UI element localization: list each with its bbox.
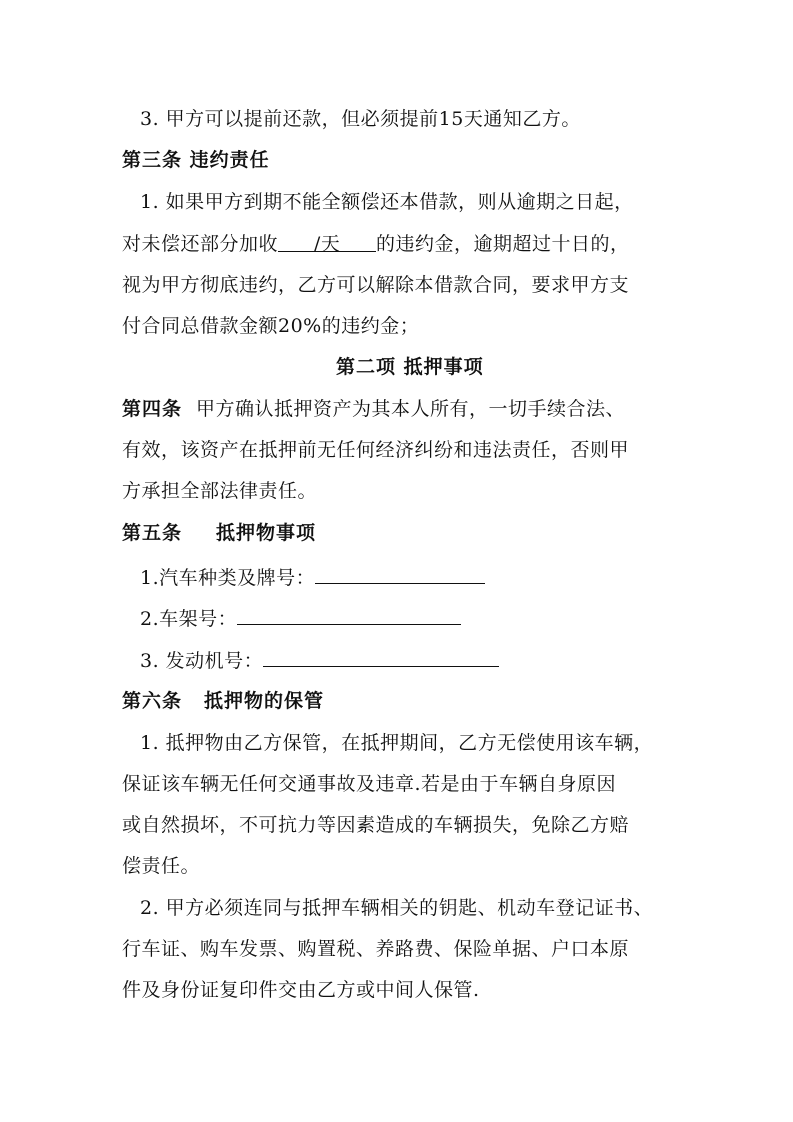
article-6-name: 抵押物的保管 — [204, 690, 325, 712]
paragraph-line: 视为甲方彻底违约，乙方可以解除本借款合同，要求甲方支 — [122, 274, 630, 296]
paragraph-line: 3. 甲方可以提前还款，但必须提前15天通知乙方。 — [140, 108, 581, 130]
article-6-label: 第六条 — [122, 690, 183, 712]
field-label: 3. 发动机号： — [140, 650, 264, 672]
paragraph-line: 保证该车辆无任何交通事故及违章.若是由于车辆自身原因 — [122, 773, 617, 795]
paragraph-line: 付合同总借款金额20%的违约金； — [122, 315, 420, 337]
form-line — [140, 563, 485, 591]
field-label: 2.车架号： — [140, 608, 238, 630]
text-segment: 甲方确认抵押资产为其本人所有，一切手续合法、 — [196, 398, 626, 420]
article-5-heading — [122, 520, 316, 546]
article-4-label: 第四条 — [122, 398, 183, 420]
paragraph-line — [122, 231, 630, 257]
form-line — [140, 646, 499, 674]
article-3-heading: 第三条 违约责任 — [122, 149, 270, 171]
paragraph-line: 偿责任。 — [122, 855, 201, 877]
text-segment: 的违约金，逾期超过十日的， — [376, 233, 630, 255]
engine-number-blank — [263, 646, 499, 667]
paragraph-line: 件及身份证复印件交由乙方或中间人保管. — [122, 979, 480, 1001]
article-6-heading — [122, 688, 324, 714]
article-5-name: 抵押物事项 — [216, 522, 317, 544]
article-5-label: 第五条 — [122, 522, 183, 544]
text-segment: 对未偿还部分加收 — [122, 233, 279, 255]
paragraph-line: 有效，该资产在抵押前无任何经济纠纷和违法责任，否则甲 — [122, 439, 630, 461]
paragraph-line — [122, 396, 625, 422]
paragraph-line: 1. 抵押物由乙方保管，在抵押期间，乙方无偿使用该车辆， — [140, 732, 654, 754]
form-line — [140, 604, 461, 632]
frame-number-blank — [237, 604, 461, 625]
paragraph-line: 行车证、购车发票、购置税、养路费、保险单据、户口本原 — [122, 938, 630, 960]
vehicle-type-plate-blank — [315, 563, 485, 584]
field-label: 1.汽车种类及牌号： — [140, 567, 316, 589]
fill-in-blank: /天 — [278, 231, 376, 252]
paragraph-line: 或自然损坏，不可抗力等因素造成的车辆损失，免除乙方赔 — [122, 814, 630, 836]
section-2-heading: 第二项 抵押事项 — [336, 356, 484, 378]
paragraph-line: 1. 如果甲方到期不能全额偿还本借款，则从逾期之日起， — [140, 191, 634, 213]
paragraph-line: 2. 甲方必须连同与抵押车辆相关的钥匙、机动车登记证书、 — [140, 897, 654, 919]
paragraph-line: 方承担全部法律责任。 — [122, 480, 318, 502]
